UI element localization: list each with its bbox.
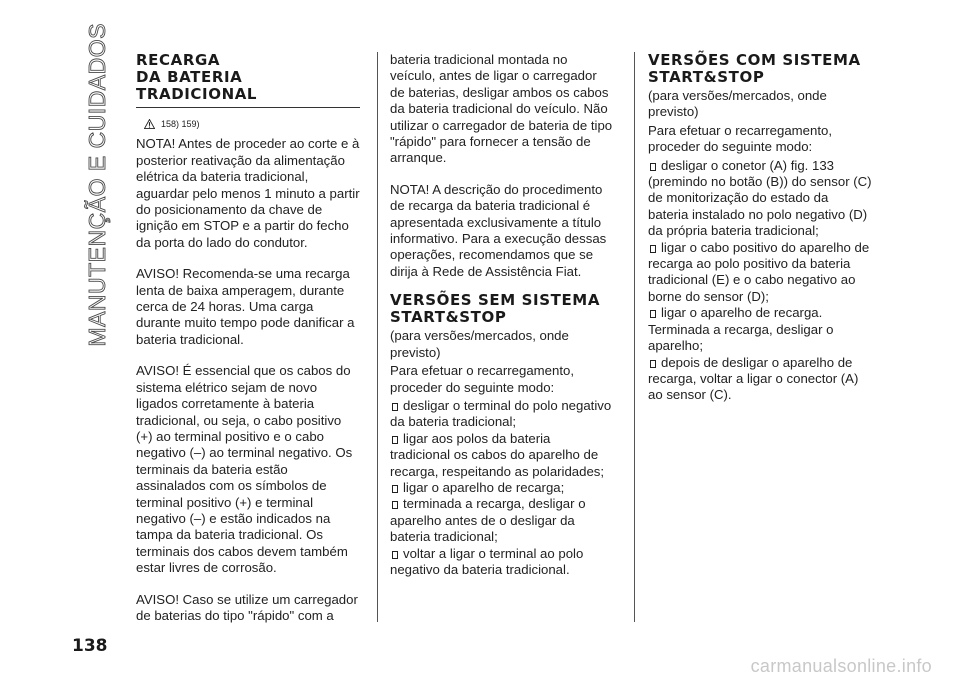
section-title: MANUTENÇÃO E CUIDADOS	[83, 23, 110, 347]
bullet-square-icon	[392, 403, 398, 411]
intro: Para efetuar o recarregamento, proceder do seguinte modo:	[390, 363, 574, 395]
list-item: ligar o aparelho de recarga. Terminada a recarga, desligar o aparelho;	[648, 305, 834, 354]
warning-references	[144, 116, 360, 132]
list-item: desligar o terminal do polo negativo da bateria tradicional;	[390, 397, 612, 430]
heading-sem-start-stop: VERSÕES SEM SISTEMA START&STOP	[390, 291, 601, 327]
bullet-square-icon	[650, 310, 656, 318]
column-divider	[377, 52, 378, 622]
bullet-square-icon	[650, 360, 656, 368]
paragraph-aviso-1: AVISO! Recomenda-se uma recarga lenta de baixa amperagem, durante cerca de 24 horas. Uma carga durante muito tempo pode danificar a bateria tradicional.	[136, 266, 355, 347]
paragraph-continued: bateria tradicional montada no veículo, antes de ligar o carregador de baterias, desligar ambos os cabos da bateria tradicional do veículo. Não utilizar o carregador de bateria de tipo "rápido" para fornecer a tensão de arranque.	[390, 52, 613, 166]
list-item: ligar o cabo positivo do aparelho de recarga ao polo positivo da bateria tradicional (E) e o cabo negativo ao borne do sensor (D);	[648, 239, 870, 304]
warning-refs-text: 158) 159)	[161, 119, 200, 129]
column-divider	[634, 52, 635, 622]
list-item: depois de desligar o aparelho de recarga, voltar a ligar o conector (A) ao sensor (C).	[648, 354, 859, 403]
column-3	[648, 52, 872, 404]
bullet-square-icon	[392, 436, 398, 444]
list-item: desligar o conetor (A) fig. 133 (premindo no botão (B)) do sensor (C) de monitorização do estado da bateria instalado no polo negativo (D) da própria bateria tradicional;	[648, 157, 872, 239]
list-item: ligar aos polos da bateria tradicional os cabos do aparelho de recarga, respeitando as polaridades;	[390, 430, 605, 479]
bullet-square-icon	[392, 551, 398, 559]
intro: Para efetuar o recarregamento, proceder do seguinte modo:	[648, 122, 832, 155]
bullet-square-icon	[392, 501, 398, 509]
paragraph-aviso-3: AVISO! Caso se utilize um carregador de baterias do tipo "rápido" com a	[136, 591, 358, 623]
warning-triangle-icon	[144, 119, 155, 129]
list-item: ligar o aparelho de recarga;	[390, 480, 614, 496]
heading-recarga: RECARGA DA BATERIA TRADICIONAL	[136, 52, 360, 108]
paragraph-nota: NOTA! Antes de proceder ao corte e à posterior reativação da alimentação elétrica da bateria tradicional, aguardar pelo menos 1 minuto a partir do posicionamento da chave de ignição em STOP e a partir do fecho da porta do lado do condutor.	[136, 136, 360, 250]
watermark: carmanualsonline.info	[750, 656, 932, 676]
bullet-square-icon	[650, 245, 656, 253]
paragraph-aviso-2: AVISO! É essencial que os cabos do sistema elétrico sejam de novo ligados corretamente à bateria tradicional, ou seja, o cabo positivo (+) ao terminal positivo e o cabo negativo (–) ao terminal negativo. Os terminais da bateria estão assinalados com os símbolos de terminal positivo (+) e terminal negativo (–) e estão indicados na tampa da bateria tradicional. Os terminais dos cabos devem também estar livres de corrosão.	[136, 363, 353, 576]
page-number: 138	[72, 636, 108, 656]
paragraph-nota-2: NOTA! A descrição do procedimento de recarga da bateria tradicional é apresentada exclusivamente a título informativo. Para a execução dessas operações, recomendamos que se dirija à Rede de Assistência Fiat.	[390, 181, 607, 279]
column-1	[136, 52, 360, 639]
list-item: terminada a recarga, desligar o aparelho antes de o desligar da bateria tradicional;	[390, 496, 586, 545]
subtitle: (para versões/mercados, onde previsto)	[648, 88, 827, 120]
section-sidebar	[80, 20, 114, 350]
list-item: voltar a ligar o terminal ao polo negativo da bateria tradicional.	[390, 545, 584, 577]
column-2	[390, 52, 614, 578]
bullet-square-icon	[392, 485, 398, 493]
subtitle: (para versões/mercados, onde previsto)	[390, 328, 569, 360]
bullet-square-icon	[650, 163, 656, 171]
heading-com-start-stop: VERSÕES COM SISTEMA START&STOP	[648, 51, 861, 86]
